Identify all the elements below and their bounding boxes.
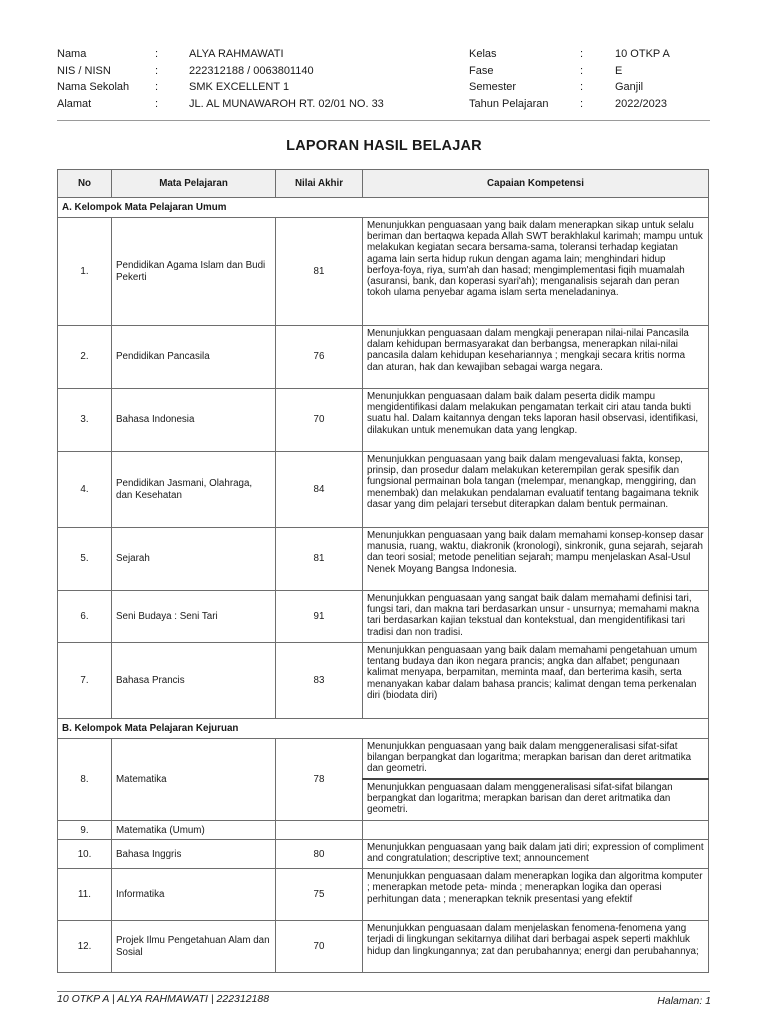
row-score: 91	[276, 591, 363, 643]
row-score: 70	[276, 389, 363, 452]
row-subject: Matematika	[112, 739, 276, 821]
info-sep: :	[580, 48, 584, 60]
table-row	[58, 643, 709, 719]
table-row	[58, 326, 709, 389]
info-label: Semester	[469, 81, 517, 93]
row-subject: Bahasa Prancis	[112, 643, 276, 719]
info-label: Kelas	[469, 48, 497, 60]
table-row	[58, 528, 709, 591]
row-no: 9.	[58, 821, 112, 840]
footer-divider	[57, 991, 710, 992]
row-no: 3.	[58, 389, 112, 452]
row-subject: Sejarah	[112, 528, 276, 591]
class-value: 10 OTKP A	[615, 48, 670, 60]
footer-student-info: 10 OTKP A | ALYA RAHMAWATI | 222312188	[57, 993, 270, 1005]
row-subject: Informatika	[112, 869, 276, 921]
row-score: 76	[276, 326, 363, 389]
table-header-row	[58, 170, 709, 198]
student-name: ALYA RAHMAWATI	[189, 48, 284, 60]
info-label: Nama Sekolah	[57, 81, 130, 93]
info-sep: :	[155, 98, 159, 110]
group-row	[58, 198, 709, 218]
info-sep: :	[580, 65, 584, 77]
table-row	[58, 591, 709, 643]
row-subject: Bahasa Indonesia	[112, 389, 276, 452]
school-name: SMK EXCELLENT 1	[189, 81, 290, 93]
header-divider	[57, 120, 710, 121]
row-score	[276, 821, 363, 840]
col-header-achievement: Capaian Kompetensi	[363, 170, 709, 198]
row-no: 6.	[58, 591, 112, 643]
info-sep: :	[580, 81, 584, 93]
row-no: 1.	[58, 218, 112, 326]
row-achievement: Menunjukkan penguasaan dalam baik dalam peserta didik mampu mengidentifikasi dalam melakukan pengamatan terkait ciri atau tanda bukti suatu hal. Dalam kaitannya dengan teks laporan hasil observasi, identifikasi, dilakukan untuk menemukan data yang lengkap.	[363, 389, 709, 452]
info-sep: :	[155, 65, 159, 77]
row-subject: Seni Budaya : Seni Tari	[112, 591, 276, 643]
group-row	[58, 719, 709, 739]
page-title: LAPORAN HASIL BELAJAR	[286, 138, 482, 154]
row-score: 78	[276, 739, 363, 821]
info-label: Alamat	[57, 98, 92, 110]
row-no: 10.	[58, 840, 112, 869]
school-address: JL. AL MUNAWAROH RT. 02/01 NO. 33	[189, 98, 384, 110]
row-no: 7.	[58, 643, 112, 719]
row-score: 80	[276, 840, 363, 869]
school-year-value: 2022/2023	[615, 98, 667, 110]
col-header-subject: Mata Pelajaran	[112, 170, 276, 198]
page-number: Halaman: 1	[657, 995, 711, 1007]
row-subject: Pendidikan Agama Islam dan Budi Pekerti	[112, 218, 276, 326]
row-achievement: Menunjukkan penguasaan yang sangat baik dalam memahami definisi tari, fungsi tari, dan makna tari berdasarkan unsur - unsurnya; memahami makna tari berdasarkan kajian tekstual dan kontekstual, dan mengidentifikasi tari tradisi dan non tradisi.	[363, 591, 709, 643]
row-no: 12.	[58, 921, 112, 973]
row-score: 81	[276, 528, 363, 591]
row-no: 5.	[58, 528, 112, 591]
info-sep: :	[580, 98, 584, 110]
row-no: 2.	[58, 326, 112, 389]
row-achievement: Menunjukkan penguasaan yang baik dalam jati diri; expression of compliment and congratulation; descriptive text; announcement	[363, 840, 709, 869]
row-subject: Pendidikan Pancasila	[112, 326, 276, 389]
row-subject: Bahasa Inggris	[112, 840, 276, 869]
row-achievement: Menunjukkan penguasaan dalam menjelaskan fenomena-fenomena yang terjadi di lingkungan sekitarnya dilihat dari berbagai aspek seperti makhluk hidup dan lingkungannya; zat dan perubahannya; energi dan perubahannya;	[363, 921, 709, 973]
table-row	[58, 218, 709, 326]
row-subject: Projek Ilmu Pengetahuan Alam dan Sosial	[112, 921, 276, 973]
row-score: 81	[276, 218, 363, 326]
row-achievement: Menunjukkan penguasaan yang baik dalam memahami konsep-konsep dasar manusia, ruang, waktu, diakronik (kronologi), sinkronik, guna sejarah, sejarah dan teori sosial; metode penelitian sejarah; mampu menjelaskan Asal-Usul Nenek Moyang Bangsa Indonesia.	[363, 528, 709, 591]
info-label: Nama	[57, 48, 87, 60]
row-no: 8.	[58, 739, 112, 821]
semester-value: Ganjil	[615, 81, 644, 93]
table-row	[58, 921, 709, 973]
group-label: B. Kelompok Mata Pelajaran Kejuruan	[58, 719, 709, 739]
table-row	[58, 739, 709, 779]
table-row	[58, 389, 709, 452]
col-header-no: No	[58, 170, 112, 198]
info-label: Fase	[469, 65, 494, 77]
row-achievement: Menunjukkan penguasaan yang baik dalam memahami pengetahuan umum tentang budaya dan ikon negara prancis; angka dan alfabet; pengunaan kalimat menyapa, berpamitan, meminta maaf, dan berterima kasih, serta menanyakan kabar dalam bahasa prancis; kalimat dengan tema perkenalan diri (biodata diri)	[363, 643, 709, 719]
phase-value: E	[615, 65, 623, 77]
info-label: NIS / NISN	[57, 65, 111, 77]
row-achievement-2: Menunjukkan penguasaan dalam menggeneralisasi sifat-sifat bilangan berpangkat dan logaritma; merapkan barisan dan deret aritmatika dan geometri.	[363, 779, 709, 821]
table-row	[58, 840, 709, 869]
student-nis: 222312188 / 0063801140	[189, 65, 314, 77]
row-no: 4.	[58, 452, 112, 528]
row-no: 11.	[58, 869, 112, 921]
group-label: A. Kelompok Mata Pelajaran Umum	[58, 198, 709, 218]
table-row	[58, 869, 709, 921]
row-subject: Pendidikan Jasmani, Olahraga, dan Kesehatan	[112, 452, 276, 528]
row-achievement: Menunjukkan penguasaan yang baik dalam menggeneralisasi sifat-sifat bilangan berpangkat dan logaritma; merapkan barisan dan deret aritmatika dan geometri.	[363, 739, 709, 779]
table-row	[58, 821, 709, 840]
row-score: 70	[276, 921, 363, 973]
info-label: Tahun Pelajaran	[469, 98, 549, 110]
col-header-score: Nilai Akhir	[276, 170, 363, 198]
row-subject: Matematika (Umum)	[112, 821, 276, 840]
row-score: 83	[276, 643, 363, 719]
row-score: 75	[276, 869, 363, 921]
row-achievement: Menunjukkan penguasaan dalam menerapkan logika dan algoritma komputer ; menerapkan metode peta- minda ; menerapkan logika dan operasi perhitungan data ; menerapkan teknik presentasi yang efektif	[363, 869, 709, 921]
row-achievement: Menunjukkan penguasaan yang baik dalam menerapkan sikap untuk selalu beriman dan bertaqwa kepada Allah SWT berakhlakul karimah; mampu untuk melakukan kegiatan secara bersama-sama, toleransi terhadap kegiatan agama lain serta hidup rukun dengan agama lain; menghindari hidup berfoya-foya, riya, sum'ah dan hasad; mengimplementasi fiqih muamalah (asuransi, bank, dan koperasi syari'ah); menganalisis sejarah dan peran tokoh ulama penyebar agama islam serta meneladaninya.	[363, 218, 709, 326]
table-row	[58, 452, 709, 528]
info-sep: :	[155, 81, 159, 93]
row-achievement: Menunjukkan penguasaan dalam mengkaji penerapan nilai-nilai Pancasila dalam kehidupan bermasyarakat dan berbangsa, menerapkan nilai-nilai pancasila dalam kehidupan kesehariannya ; mengkaji secara kritis norma dan aturan, hak dan kewajiban sebagai warga negara.	[363, 326, 709, 389]
info-sep: :	[155, 48, 159, 60]
row-score: 84	[276, 452, 363, 528]
row-achievement: Menunjukkan penguasaan yang baik dalam mengevaluasi fakta, konsep, prinsip, dan prosedur dalam melakukan keterempilan gerak spesifik dan fungsional permainan bola tangan (melempar, menangkap, menggiring, dan menembak) dan melakukan pendalaman evaluatif tentang bagaimana teknik dasar yang dim pelajari tersebut diterapkan dalam bentuk permainan.	[363, 452, 709, 528]
row-achievement	[363, 821, 709, 840]
report-table	[57, 169, 709, 973]
